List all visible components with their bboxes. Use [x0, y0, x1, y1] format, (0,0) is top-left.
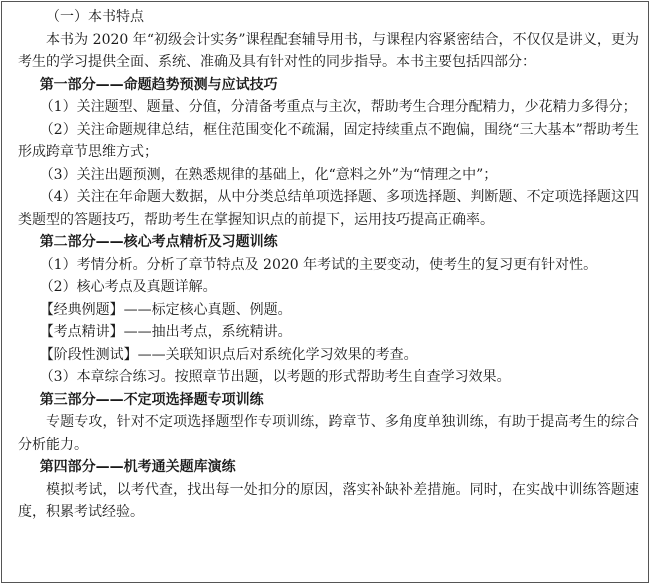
part2-item-3: 【经典例题】——标定核心真题、例题。	[39, 301, 292, 318]
part4-heading: 第四部分——机考通关题库演练	[39, 459, 236, 475]
part2-item-1: （1）考情分析。分析了章节特点及 2020 年考试的主要变动，使考生的复习更有针对性。	[39, 256, 598, 273]
document-page	[1, 1, 649, 583]
intro-paragraph: 本书为 2020 年“初级会计实务”课程配套辅导用书，与课程内容紧密结合，不仅仅是讲义，更为考生的学习提供全面、系统、准确及具有针对性的同步指导。本书主要包括四部分：	[18, 31, 639, 70]
part3-heading: 第三部分——不定项选择题专项训练	[39, 391, 264, 408]
section-title: （一）本书特点	[46, 9, 144, 25]
part2-item-4: 【考点精讲】——抽出考点，系统精讲。	[39, 324, 292, 340]
part2-heading: 第二部分——核心考点精析及习题训练	[39, 234, 278, 250]
part3-paragraph: 专题专攻，针对不定项选择题型作专项训练，跨章节、多角度单独训练，有助于提高考生的综合分析能力。	[18, 414, 639, 453]
part2-item-5: 【阶段性测试】——关联知识点后对系统化学习效果的考查。	[39, 346, 418, 363]
part1-item-3: （3）关注出题预测，在熟悉规律的基础上，化“意料之外”为“情理之中”；	[39, 166, 498, 183]
part2-item-6: （3）本章综合练习。按照章节出题，以考题的形式帮助考生自查学习效果。	[39, 369, 511, 385]
part1-item-4: （4）关注在年命题大数据，从中分类总结单项选择题、多项选择题、判断题、不定项选择题这四类题型的答题技巧，帮助考生在掌握知识点的前提下，运用技巧提高正确率。	[18, 189, 639, 228]
part1-item-2: （2）关注命题规律总结，框住范围变化不疏漏，固定持续重点不跑偏，围绕“三大基本”帮助考生形成跨章节思维方式；	[18, 121, 639, 160]
part2-item-2: （2）核心考点及真题详解。	[39, 279, 217, 295]
part4-paragraph: 模拟考试，以考代查，找出每一处扣分的原因，落实补缺补差措施。同时，在实战中训练答题速度，积累考试经验。	[18, 481, 639, 520]
part1-heading: 第一部分——命题趋势预测与应试技巧	[39, 76, 278, 93]
part1-item-1: （1）关注题型、题量、分值，分清备考重点与主次，帮助考生合理分配精力，少花精力多得分；	[39, 99, 637, 115]
